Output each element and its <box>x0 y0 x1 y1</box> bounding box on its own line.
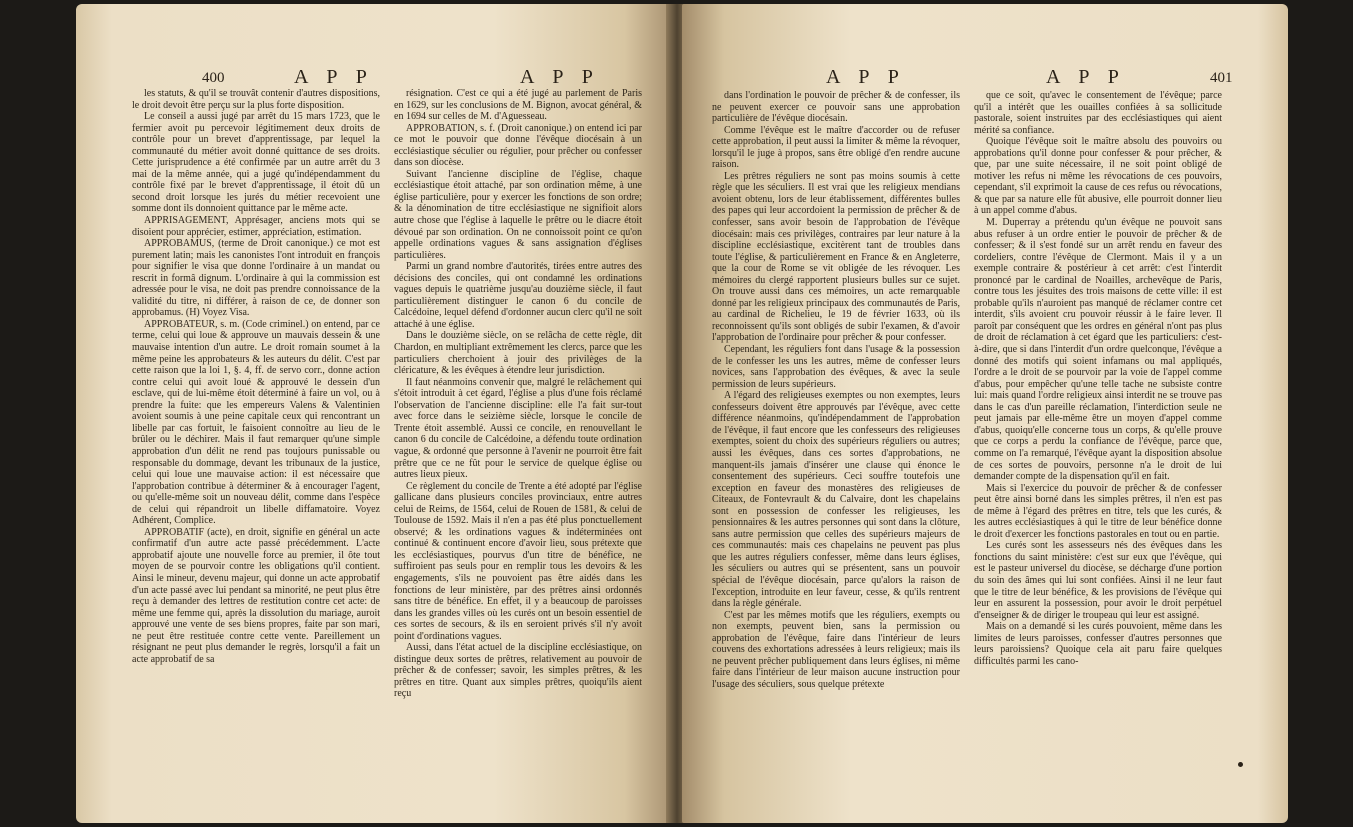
paragraph: APPROBATIF (acte), en droit, signifie en général un acte confirmatif d'un autre acte passé précédemment. L'acte approbatif ajoute une nouvelle force au premier, il ôte tout moyen de se pourvoir contre les obligations qu'il contient. Ainsi le mineur, devenu majeur, qui donne un acte approbatif d'un acte passé avec lui pendant sa minorité, ne peut plus être reçu à demander des lettres de restitution contre cet acte: de même une femme qui, après la dissolution du mariage, auroit approuvé une vente de ses biens propres, faite par son mari, ne peut être restituée contre cette vente. Pareillement un résignant ne peut plus demander le regrès, lorsqu'il a fait un acte approbatif de sa <box>132 526 380 665</box>
page-number: 401 <box>1210 70 1233 86</box>
paragraph: APPROBAMUS, (terme de Droit canonique.) ce mot est purement latin; mais les canonistes l'ont introduit en françois pour signifier le visa que donne l'ordinaire à un mandat ou rescrit in formâ dignum. L'ordinaire à qui la commission est adressée pour le visa, ne doit pas prendre connoissance de la validité du titre, ni différer, à raison de ce, de donner son approbamus. (H) Voyez Visa. <box>132 238 380 319</box>
paragraph: Quoique l'évêque soit le maître absolu des pouvoirs ou approbations qu'il donne pour confesser & pour prêcher, & que, par une suite nécessaire, il ne soit point obligé de motiver les refus ni même les révocations de ces pouvoirs, cependant, s'il exprimoit la cause de ces refus ou révocations, & que par sa nature elle fût abusive, elle pourroit donner lieu à un appel comme d'abus. <box>974 136 1222 217</box>
text-column-right-1 <box>712 90 960 690</box>
paragraph: APPROBATION, s. f. (Droit canonique.) on entend ici par ce mot le pouvoir que donne l'évêque diocésain à un ecclésiastique séculier ou régulier, pour prêcher ou confesser dans son diocèse. <box>394 122 642 169</box>
paragraph: Le conseil a aussi jugé par arrêt du 15 mars 1723, que le fermier avoit pu percevoir légitimement deux droits de contrôle pour un brevet d'apprentissage, par lequel la communauté du métier avoit donné quittance de ses droits. Cette jurisprudence a été confirmée par un autre arrêt du 3 mai de la même année, qui a jugé qu'indépendamment du contrôle fixé par le brevet d'apprentissage, il étoit dû un second droit lorsque les jurés du métier recevoient une somme dont ils donnoient quittance par le même acte. <box>132 111 380 215</box>
paragraph: Les curés sont les assesseurs nés des évêques dans les fonctions du saint ministère: c'est sur eux que l'évêque, qui est le pasteur universel du diocèse, se décharge d'une portion du soin des âmes qui lui sont confiées. Ainsi il ne leur faut que le titre de leur bénéfice, & les provisions de l'évêque qui leur en assurent la possession, pour avoir le droit perpétuel d'enseigner & de diriger le troupeau qui leur est assigné. <box>974 540 1222 621</box>
paragraph: Ce règlement du concile de Trente a été adopté par l'église gallicane dans plusieurs conciles provinciaux, entre autres celui de Reims, de 1564, celui de Rouen de 1581, & celui de Toulouse de 1592. Mais il n'en a pas été plus ponctuellement observé; & les ordinations vagues & indéterminées ont continué & continuent encore d'avoir lieu, sous prétexte que les ecclésiastiques, pourvus d'un titre de bénéfice, ne suffiroient pas seuls pour en remplir tous les devoirs & les engagements, s'ils ne pouvoient pas être aidés dans les fonctions de leur ministère, par des prêtres ainsi ordonnés sans titre de bénéfice. En effet, il y a beaucoup de paroisses dans les grandes villes où les curés ont un besoin essentiel de ces sortes de secours, & ils en seroient privés s'il n'y avoit point d'ordinations vagues. <box>394 480 642 642</box>
paragraph: Les prêtres réguliers ne sont pas moins soumis à cette règle que les séculiers. Il est vrai que les religieux mendians avoient obtenu, lors de leur établissement, différentes bulles des papes qui leur accordoient la permission de prêcher & de confesser, sans avoir besoin de l'approbation de l'évêque diocésain: mais ces privilèges, contraires par leur nature à la discipline ecclésiastique, excitèrent tant de troubles dans toute l'église, & particulièrement en France & en Angleterre, que la cour de Rome se vit obligée de les révoquer. Les mémoires du clergé rapportent plusieurs bulles sur ce sujet. On trouve aussi dans ces mémoires, un acte remarquable donné par les religieux principaux des communautés de Paris, au cardinal de Richelieu, le 19 de février 1633, où ils reconnoissent qu'ils sont obligés de subir l'examen, & d'avoir l'approbation de l'ordinaire pour prêcher & pour confesser. <box>712 170 960 344</box>
paragraph: les statuts, & qu'il se trouvât contenir d'autres dispositions, le droit devoit être perçu sur la plus forte disposition. <box>132 88 380 111</box>
paragraph: résignation. C'est ce qui a été jugé au parlement de Paris en 1629, sur les conclusions de M. Bignon, avocat général, & en 1694 sur celles de M. d'Aguesseau. <box>394 88 642 123</box>
running-head-left-col2: A P P <box>520 66 600 88</box>
paragraph: Suivant l'ancienne discipline de l'église, chaque ecclésiastique étoit attaché, par son ordination même, à une église particulière, pour y exercer les fonctions de son ordre; & la dénomination de titre ecclésiastique ne signifioit alors autre chose que l'église à laquelle le prêtre ou le diacre étoit dévoué par son ordination. On ne connoissoit point ce qu'on appelle ordinations vagues & sans assignation d'églises particulières. <box>394 168 642 261</box>
paragraph: dans l'ordination le pouvoir de prêcher & de confesser, ils ne peuvent exercer ce pouvoir sans une approbation particulière de l'évêque diocésain. <box>712 90 960 125</box>
paragraph: Mais si l'exercice du pouvoir de prêcher & de confesser peut être ainsi borné dans les simples prêtres, il n'en est pas de même à l'égard des prêtres en titre, tels que les curés, & les autres ecclésiastiques à qui le titre de leur bénéfice donne le droit d'exercer les fonctions pastorales en tout ou en partie. <box>974 482 1222 540</box>
paragraph: Mais on a demandé si les curés pouvoient, même dans les limites de leurs paroisses, confesser d'autres personnes que leurs paroissiens? Quoique cela ait paru faire quelques difficultés parmi les cano- <box>974 621 1222 667</box>
paragraph: Comme l'évêque est le maître d'accorder ou de refuser cette approbation, il peut aussi la limiter & même la révoquer, lorsqu'il le juge à propos, sans être obligé d'en rendre aucune raison. <box>712 124 960 171</box>
paragraph: APPRISAGEMENT, Apprésager, anciens mots qui se disoient pour apprécier, estimer, appréciation, estimation. <box>132 215 380 238</box>
paragraph: Aussi, dans l'état actuel de la discipline ecclésiastique, on distingue deux sortes de prêtres, relativement au pouvoir de prêcher & de confesser; savoir, les simples prêtres, & les prêtres en titre. Quant aux simples prêtres, quoiqu'ils aient reçu <box>394 642 642 700</box>
text-column-left-1 <box>132 88 380 665</box>
paragraph: Il faut néanmoins convenir que, malgré le relâchement qui s'étoit introduit à cet égard, l'église a plus d'une fois réclamé l'observation de l'ancienne discipline: elle l'a fait sur-tout avec force dans le seizième siècle, lorsque le concile de Trente étoit assemblé. Aussi ce concile, en renouvellant le canon 6 du concile de Calcédoine, a défendu toute ordination vague, & ordonné que personne à l'avenir ne pourroit être fait prêtre que ce ne fût pour le service de quelque église ou autres lieux pieux. <box>394 376 642 481</box>
left-page <box>76 4 672 823</box>
paragraph: A l'égard des religieuses exemptes ou non exemptes, leurs confesseurs doivent être approuvés par l'évêque, avec cette différence néanmoins, qu'indépendamment de l'approbation de l'évêque, il faut encore que les confesseurs des religieuses exemptes, soient du choix des supérieurs réguliers ou autres; aussi les évêques, dans ces sortes d'approbations, ne manquent-ils jamais d'insérer une clause qui énonce le consentement des supérieurs. Ceci souffre toutefois une exception en faveur des monastères des religieuses de Citeaux, de Fontevrault & du Calvaire, dont les chapelains sont en possession de confesser les religieuses, les pensionnaires & les autres personnes qui sont dans la clôture, sans autre permission que celles des supérieurs majeurs de ces communautés: mais ces chapelains ne peuvent pas plus que les autres réguliers confesser, même dans leurs églises, les séculiers ou autres qui se présentent, sans un pouvoir spécial de l'évêque diocésain, parce qu'alors la raison de l'exception, introduite en leur faveur, cesse, & qu'ils rentrent dans la règle générale. <box>712 390 960 610</box>
paragraph: que ce soit, qu'avec le consentement de l'évêque; parce qu'il a intérêt que les ouailles confiées à sa sollicitude pastorale, soient instruites par des ecclésiastiques qui aient mérité sa confiance. <box>974 90 1222 136</box>
paragraph: APPROBATEUR, s. m. (Code criminel.) on entend, par ce terme, celui qui loue & approuve un mauvais dessein & une mauvaise intention d'un autre. Le droit romain soumet à la même peine les approbateurs & les auteurs du délit. C'est par cette raison que la loi 1, §. 4, ff. de servo corr., donne action contre celui qui avoit loué & approuvé le dessein d'un esclave, qui de lui-même étoit déterminé à faire un vol, ou à prendre la fuite: que les empereurs Valens & Valentinien avoient soumis à une peine capitale ceux qui rencontrant un libelle par cas fortuit, le faisoient connoître au lieu de le brûler ou le déchirer. Mais il faut remarquer qu'une simple approbation d'un délit ne rend pas toujours punissable ou responsable du dommage, devant les tribunaux de la justice, celui qui loue une mauvaise action: il est nécessaire que l'approbation contribue à déterminer & à encourager l'agent, ou qu'elle-même soit un nouveau délit, comme dans l'espèce de celui qui répandroit un libelle diffamatoire. Voyez Adhérent, Complice. <box>132 318 380 527</box>
paragraph: M. Duperray a prétendu qu'un évêque ne pouvoit sans abus refuser à un ordre entier le pouvoir de prêcher & de confesser; & il s'est fondé sur un arrêt rendu en faveur des cordeliers, contre l'évêque de Clermont. Mais il y a un exemple contraire & postérieur à cet arrêt: c'est l'interdit prononcé par le cardinal de Noailles, archevêque de Paris, contre tous les jésuites des trois maisons de cette ville: il est probable qu'ils n'auroient pas manqué de réclamer contre cet interdit, s'ils avoient cru pouvoir réussir à le faire lever. Il paroît par conséquent que les ordres en général n'ont pas plus de droit de réclamation à cet égard que les particuliers: c'est-à-dire, que si dans l'interdit d'un ordre quelconque, l'évêque a donné des motifs qui soient infamans ou mal appliqués, l'ordre a le droit de se pourvoir par la voie de l'appel comme d'abus, pour empêcher qu'une telle tache ne subsiste contre lui: mais quand l'ordre religieux ainsi interdit ne se trouve pas dans le cas d'un pareille réclamation, l'interdiction seule ne peut jamais par elle-même être un moyen d'appel comme d'abus, quoiqu'elle concerne tous un corps, & qu'elle prouve que ce corps a perdu la confiance de l'évêque, parce que, comme on l'a remarqué, l'évêque ayant la disposition absolue de ces sortes de pouvoirs, personne n'a le droit de lui demander compte de la dispensation qu'il en fait. <box>974 217 1222 483</box>
paragraph: Parmi un grand nombre d'autorités, tirées entre autres des décisions des conciles, qui ont condamné les ordinations vagues depuis le quatrième jusqu'au douzième siècle, il faut particulièrement distinguer le canon 6 du concile de Calcédoine, lequel défend d'ordonner aucun clerc qu'il ne soit attaché à une église. <box>394 261 642 330</box>
running-head-right-col2: A P P <box>1046 66 1126 88</box>
right-page <box>682 4 1288 823</box>
paragraph: C'est par les mêmes motifs que les réguliers, exempts ou non exempts, peuvent bien, sans la permission ou approbation de l'évêque, faire dans l'intérieur de leurs couvens des exhortations adressées à leurs religieux; mais ils ne peuvent prêcher publiquement dans leurs églises, ni même faire dans l'intérieur de leur maison aucune instruction pour l'usage des séculiers, sous quelque prétexte <box>712 609 960 690</box>
paragraph: Dans le douzième siècle, on se relâcha de cette règle, dit Chardon, en multipliant extrêmement les clercs, parce que les particuliers cherchoient à jouir des privilèges de la cléricature, & les évêques à étendre leur jurisdiction. <box>394 330 642 377</box>
book-spread <box>6 4 1347 823</box>
text-column-left-2 <box>394 88 642 700</box>
ink-spot <box>1238 762 1243 767</box>
paragraph: Cependant, les réguliers font dans l'usage & la possession de le confesser les uns les autres, même de confesser leurs novices, sans l'approbation des évêques, & avec la seule permission de leurs supérieurs. <box>712 344 960 390</box>
running-head-right-col1: A P P <box>826 66 906 88</box>
page-number: 400 <box>202 70 225 86</box>
text-column-right-2 <box>974 90 1222 667</box>
running-head-left-col1: A P P <box>294 66 374 88</box>
